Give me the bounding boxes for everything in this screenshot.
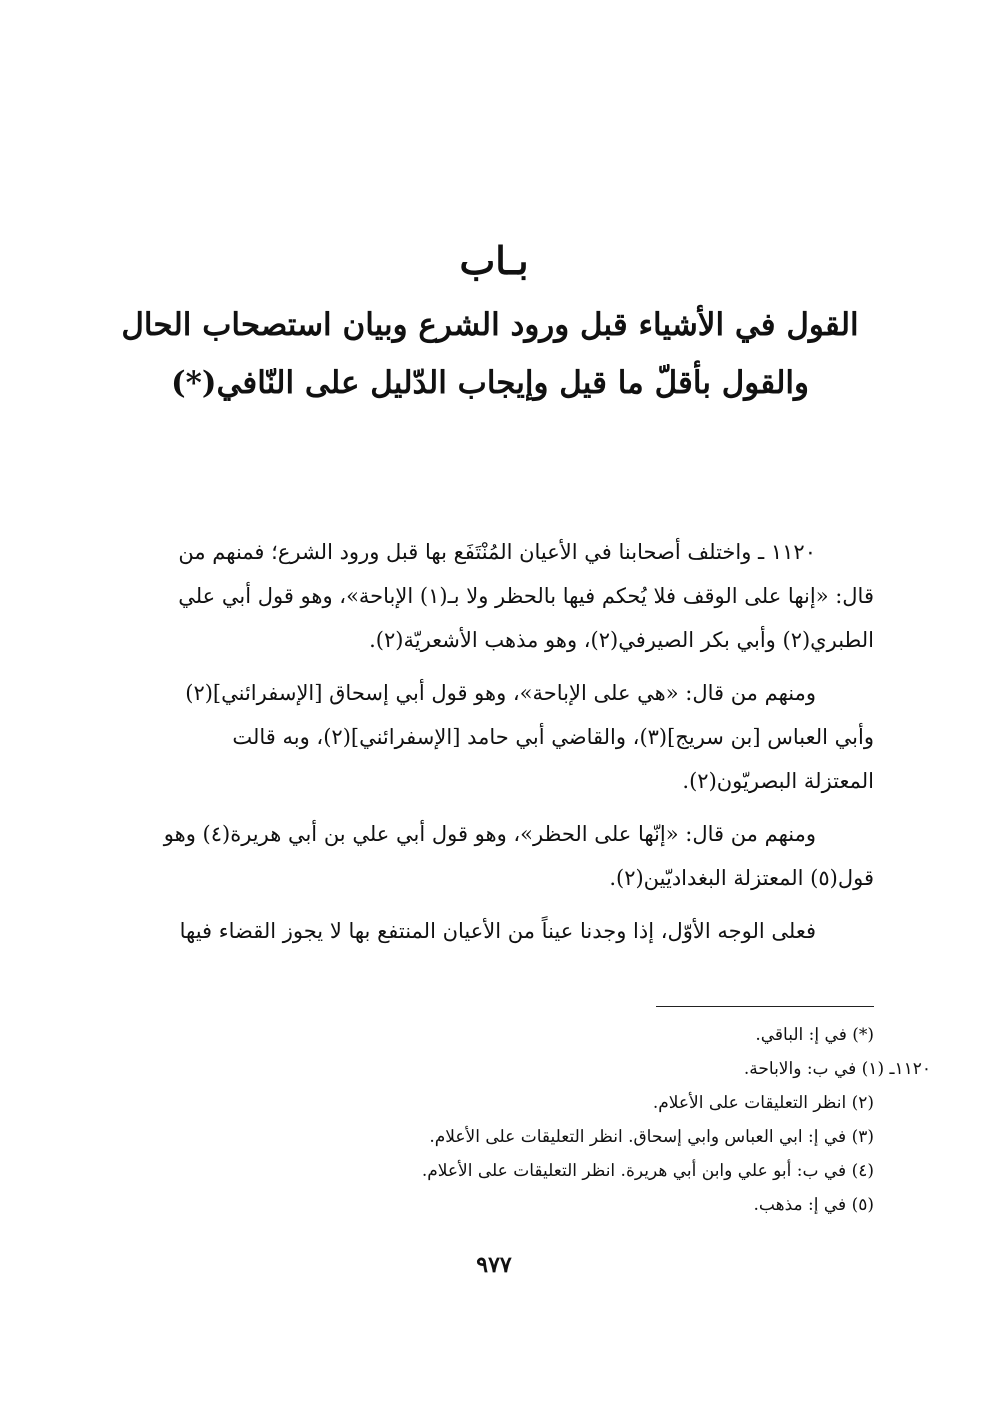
text-line: ١١٢٠ ـ واختلف أصحابنا في الأعيان المُنْتَفَع بها قبل ورود الشرع؛ فمنهم من [178,540,816,564]
footnote: ١١٢٠ـ (١) في ب: والاباحة. [743,1059,931,1079]
paragraph-1120 [104,530,874,662]
footnote: (٤) في ب: أبو علي وابن أبي هريرة. انظر التعليقات على الأعلام. [421,1161,874,1181]
footnote: (*) في إ: الباقي. [755,1025,874,1045]
footnote: (٣) في إ: ابي العباس وابي إسحاق. انظر التعليقات على الأعلام. [429,1127,874,1147]
text-line: وأبي العباس [بن سريج](٣)، والقاضي أبي حامد [الإسفرائني](٢)، وبه قالت [232,725,874,749]
footnote-separator [656,1006,874,1007]
paragraph-hazr [104,812,874,900]
chapter-title-line: القول في الأشياء قبل ورود الشرع وبيان استصحاب الحال [121,307,859,343]
chapter-heading-word: بـاب [459,238,529,283]
main-text [104,530,874,962]
text-line: قول(٥) المعتزلة البغداديّين(٢). [609,866,874,890]
text-line: فعلى الوجه الأوّل، إذا وجدنا عيناً من الأعيان المنتفع بها لا يجوز القضاء فيها [179,919,816,943]
paragraph-ibaha [104,671,874,803]
page-number: ٩٧٧ [476,1252,512,1278]
text-line: ومنهم من قال: «هي على الإباحة»، وهو قول أبي إسحاق [الإسفرائني](٢) [185,681,816,705]
chapter-title-line: والقول بأقلّ ما قيل وإيجاب الدّليل على النّافي(*) [171,365,809,401]
footnote: (٢) انظر التعليقات على الأعلام. [652,1093,874,1113]
text-line: قال: «إنها على الوقف فلا يُحكم فيها بالحظر ولا بـ(١) الإباحة»، وهو قول أبي علي [178,584,874,608]
paragraph-first-view [104,909,874,953]
text-line: الطبري(٢) وأبي بكر الصيرفي(٢)، وهو مذهب الأشعريّة(٢). [369,628,874,652]
text-line: ومنهم من قال: «إنّها على الحظر»، وهو قول أبي علي بن أبي هريرة(٤) وهو [163,822,816,846]
chapter-title [100,296,880,412]
footnote: (٥) في إ: مذهب. [753,1195,874,1215]
text-line: المعتزلة البصريّون(٢). [682,769,874,793]
footnotes [104,1018,931,1222]
